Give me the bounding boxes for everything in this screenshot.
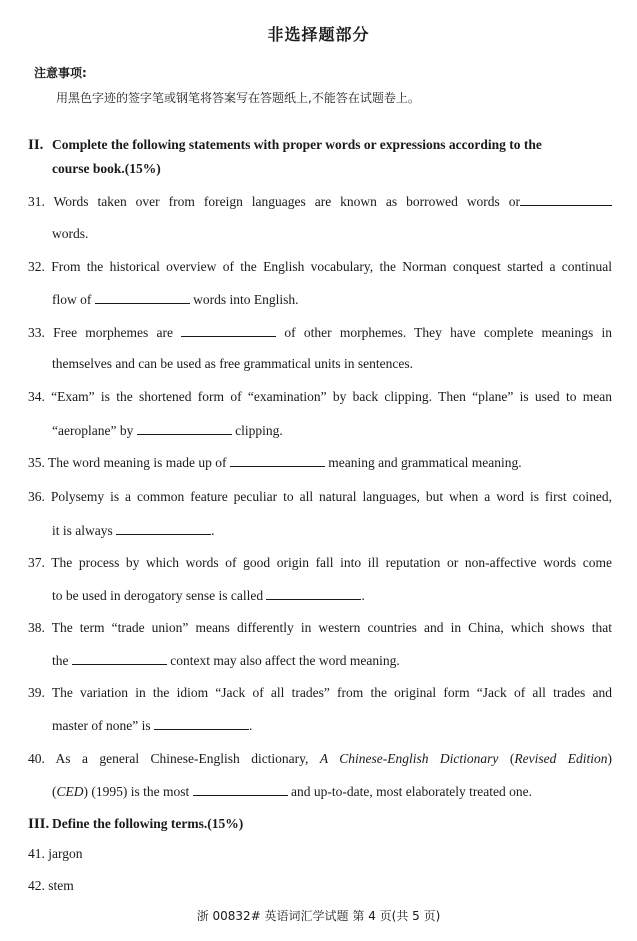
page-title: 非选择题部分 (267, 25, 370, 44)
section-3-numeral: III. (28, 816, 50, 832)
answer-blank-34[interactable] (137, 422, 232, 435)
notes-heading: 注意事项: (34, 66, 87, 80)
answer-blank-32[interactable] (95, 291, 190, 304)
edition-label: Revised Edition (514, 751, 608, 766)
question-37-text: 37. The process by which words of good origin fall into ill reputation or non-affective words come (28, 555, 612, 570)
question-32-cont (52, 291, 299, 308)
question-40-cont-a: ) (1995) is the most (83, 784, 190, 799)
question-37-cont (52, 587, 365, 604)
question-40-text-a: 40. As a general Chinese-English dictionary, (28, 751, 309, 766)
question-38-cont-b: context may also affect the word meaning. (170, 653, 400, 668)
question-34-text: 34. “Exam” is the shortened form of “examination” by back clipping. Then “plane” is used to mean (28, 389, 612, 404)
paren-open-2: ( (52, 784, 57, 799)
question-35-text-a: 35. The word meaning is made up of (28, 455, 227, 470)
answer-blank-33[interactable] (181, 324, 276, 337)
question-32-cont-a: flow of (52, 292, 92, 307)
question-39-cont-b: . (248, 718, 253, 733)
question-33-text-b: of other morphemes. They have complete meanings in (284, 325, 612, 340)
section-2-line1: Complete the following statements with proper words or expressions according to the (52, 137, 542, 152)
answer-blank-35[interactable] (230, 454, 325, 467)
answer-blank-31[interactable] (520, 193, 612, 206)
term-41: 41. jargon (28, 846, 83, 861)
section-3-heading (28, 816, 243, 833)
question-38-cont-a: the (52, 653, 69, 668)
question-35 (28, 454, 612, 471)
question-36-text: 36. Polysemy is a common feature peculiar to all natural languages, but when a word is first coined, (28, 489, 612, 504)
question-32-text: 32. From the historical overview of the English vocabulary, the Norman conquest started a continual (28, 259, 612, 274)
answer-blank-37[interactable] (266, 587, 361, 600)
section-2-line2: course book.(15%) (52, 161, 161, 176)
question-38-cont (52, 652, 400, 669)
notes-text: 用黑色字迹的签字笔或钢笔将答案写在答题纸上,不能答在试题卷上。 (56, 91, 420, 105)
question-37-cont-a: to be used in derogatory sense is called (52, 588, 264, 603)
paren-close: ) (607, 751, 612, 766)
question-38-text: 38. The term “trade union” means differently in western countries and in China, which shows that (28, 620, 612, 635)
answer-blank-38[interactable] (72, 652, 167, 665)
term-42: 42. stem (28, 878, 74, 893)
question-31-text: 31. Words taken over from foreign languages are known as borrowed words or (28, 194, 520, 209)
section-3-text: Define the following terms.(15%) (52, 816, 244, 831)
ced-abbrev: CED (56, 784, 84, 799)
section-2-heading (28, 137, 542, 154)
question-31 (28, 193, 612, 210)
answer-blank-36[interactable] (116, 522, 211, 535)
question-32-cont-b: words into English. (193, 292, 299, 307)
question-40 (28, 751, 612, 767)
answer-blank-40[interactable] (193, 783, 288, 796)
question-39-cont (52, 717, 252, 734)
question-40-cont (52, 783, 532, 800)
question-36-cont-b: . (211, 523, 215, 538)
question-37-cont-b: . (361, 588, 365, 603)
answer-blank-39[interactable] (154, 717, 249, 730)
question-39-cont-a: master of none” is (52, 718, 151, 733)
paren-open: ( (509, 751, 515, 766)
question-39-text: 39. The variation in the idiom “Jack of all trades” from the original form “Jack of all trades and (28, 685, 612, 700)
section-2-numeral: II. (28, 137, 44, 153)
question-36-cont-a: it is always (52, 523, 113, 538)
question-34-cont (52, 422, 283, 439)
question-36-cont (52, 522, 215, 539)
question-40-cont-b: and up-to-date, most elaborately treated one. (291, 784, 533, 799)
dictionary-title: A Chinese-English Dictionary (319, 751, 499, 766)
question-33-text-a: 33. Free morphemes are (28, 325, 173, 340)
question-34-cont-a: “aeroplane” by (52, 423, 134, 438)
page-footer: 浙 00832# 英语词汇学试题 第 4 页(共 5 页) (196, 909, 441, 923)
question-31-cont: words. (52, 226, 89, 241)
question-33 (28, 324, 612, 341)
question-34-cont-b: clipping. (235, 423, 283, 438)
question-33-cont: themselves and can be used as free grammatical units in sentences. (52, 356, 413, 371)
question-35-text-b: meaning and grammatical meaning. (328, 455, 522, 470)
